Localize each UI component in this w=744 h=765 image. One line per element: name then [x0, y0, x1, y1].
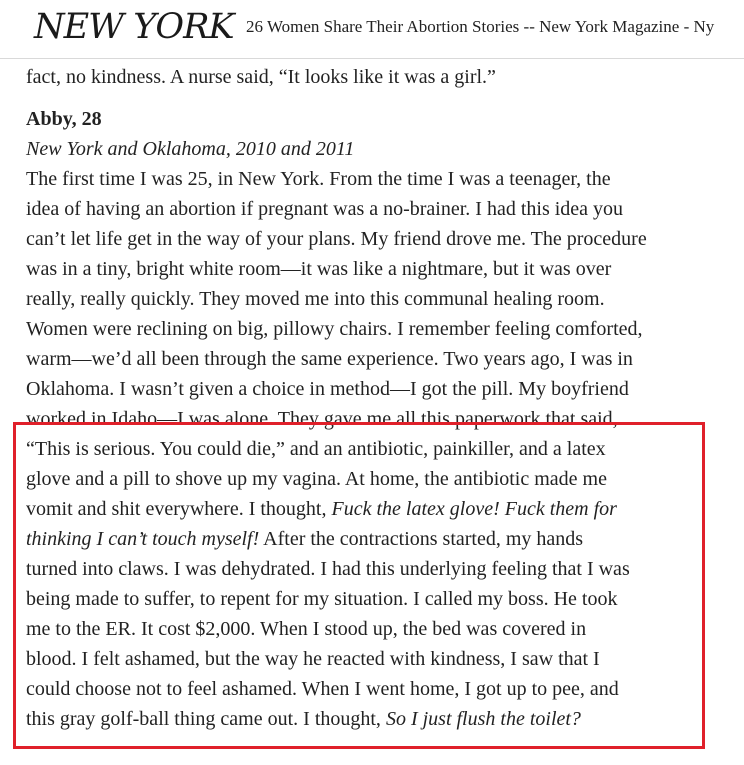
- story-line: idea of having an abortion if pregnant was a no-brainer. I had this idea you: [26, 198, 624, 220]
- story-line: turned into claws. I was dehydrated. I had this underlying feeling that I was: [26, 558, 630, 580]
- story-line: really, really quickly. They moved me into this communal healing room.: [26, 288, 605, 310]
- story-line: Oklahoma. I wasn’t given a choice in method—I got the pill. My boyfriend: [26, 378, 629, 400]
- italic-quote: Fuck the latex glove! Fuck them for: [331, 498, 617, 520]
- story-line: glove and a pill to shove up my vagina. At home, the antibiotic made me: [26, 468, 607, 490]
- story-line: warm—we’d all been through the same experience. Two years ago, I was in: [26, 348, 633, 370]
- story-line: [26, 524, 726, 554]
- story-line: Women were reclining on big, pillowy chairs. I remember feeling comforted,: [26, 318, 643, 340]
- story-line: The first time I was 25, in New York. From the time I was a teenager, the: [26, 168, 611, 190]
- italic-quote: So I just flush the toilet?: [385, 708, 581, 730]
- story-line: can’t let life get in the way of your plans. My friend drove me. The procedure: [26, 228, 647, 250]
- story-line: [26, 704, 726, 734]
- new-york-logo[interactable]: NEW YORK: [34, 7, 234, 47]
- line-text: this gray golf-ball thing came out. I thought,: [26, 708, 386, 730]
- italic-quote: thinking I can’t touch myself!: [26, 528, 260, 550]
- story-byline: Abby, 28: [26, 108, 102, 130]
- story-line: me to the ER. It cost $2,000. When I stood up, the bed was covered in: [26, 618, 587, 640]
- story-line: blood. I felt ashamed, but the way he reacted with kindness, I saw that I: [26, 648, 600, 670]
- article-body: [26, 62, 726, 734]
- story-line: was in a tiny, bright white room—it was like a nightmare, but it was over: [26, 258, 612, 280]
- story-location: New York and Oklahoma, 2010 and 2011: [26, 138, 355, 160]
- story-line: being made to suffer, to repent for my situation. I called my boss. He took: [26, 588, 618, 610]
- document-title: 26 Women Share Their Abortion Stories -- New York Magazine - Ny: [246, 17, 715, 36]
- previous-paragraph-line: fact, no kindness. A nurse said, “It looks like it was a girl.”: [26, 66, 496, 88]
- line-text: vomit and shit everywhere. I thought,: [26, 498, 332, 520]
- line-text: After the contractions started, my hands: [259, 528, 584, 550]
- story-line: [26, 494, 726, 524]
- story-paragraph: [26, 164, 726, 734]
- story-line: worked in Idaho—I was alone. They gave me all this paperwork that said,: [26, 408, 618, 430]
- story-line: “This is serious. You could die,” and an antibiotic, painkiller, and a latex: [26, 438, 606, 460]
- story-line: could choose not to feel ashamed. When I went home, I got up to pee, and: [26, 678, 619, 700]
- document-header: [0, 0, 744, 59]
